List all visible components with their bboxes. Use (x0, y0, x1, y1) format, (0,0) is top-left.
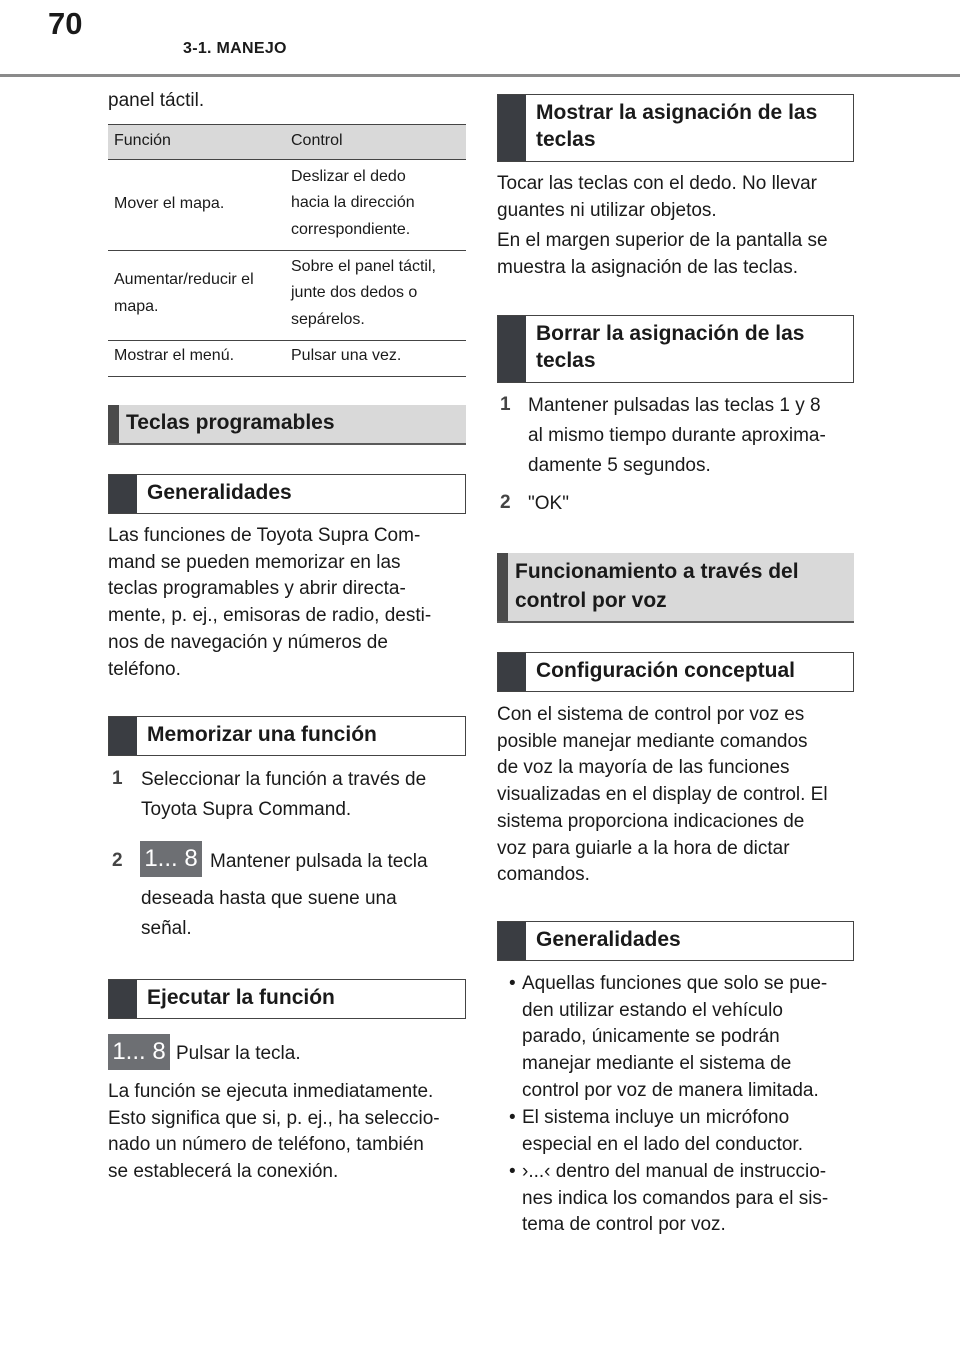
generalidades-paragraph (108, 523, 468, 683)
table-header-control: Control (291, 132, 343, 149)
text-line: parado, únicamente se podrán (522, 1026, 780, 1048)
heading-bar (498, 95, 526, 161)
table-cell: Mover el mapa. (114, 195, 225, 212)
text-line: especial en el lado del conductor. (522, 1133, 803, 1155)
list-item (522, 971, 857, 1105)
text-line: En el margen superior de la pantalla se (497, 230, 828, 252)
subheading-memorizar (108, 716, 466, 756)
subheading-ejecutar (108, 979, 466, 1019)
text-line: guantes ni utilizar objetos. (497, 199, 717, 221)
heading-text: Teclas programables (126, 411, 335, 434)
list-item (522, 1105, 857, 1158)
text-line: Seleccionar la función a través de (141, 769, 427, 790)
text-line: ›...‹ dentro del manual de instruccio- (522, 1161, 827, 1182)
table-row (108, 250, 466, 341)
heading-bar (498, 922, 526, 960)
heading-text: Memorizar una función (147, 723, 377, 746)
heading-text: teclas (536, 349, 596, 372)
heading-text: Borrar la asignación de las (536, 322, 805, 345)
text-line: nes indica los comandos para el sis- (522, 1187, 829, 1209)
table-cell: Sobre el panel táctil, (291, 258, 436, 275)
text-line: damente 5 segundos. (528, 455, 711, 476)
heading-text: Ejecutar la función (147, 986, 335, 1009)
table-row (108, 340, 466, 377)
heading-bar (498, 316, 526, 382)
subheading-mostrar (497, 94, 854, 162)
text-line: tema de control por voz. (522, 1214, 726, 1236)
conceptual-paragraph (497, 702, 857, 889)
text-line: nado un número de teléfono, también (108, 1134, 424, 1156)
bullet-dot: • (509, 973, 516, 994)
text-line: se establecerá la conexión. (108, 1161, 339, 1183)
table-cell: Deslizar el dedo (291, 168, 406, 185)
step-number: 2 (112, 850, 123, 871)
text-line: nos de navegación y números de (108, 631, 388, 653)
heading-bar (109, 980, 137, 1018)
text-line: Mantener pulsada la tecla (210, 851, 428, 872)
text-line: El sistema incluye un micrófono (522, 1107, 790, 1128)
table-cell: Pulsar una vez. (291, 347, 402, 364)
text-line: señal. (141, 918, 192, 939)
heading-bar (108, 405, 119, 443)
text-line: teclas programables y abrir directa- (108, 578, 406, 600)
text-line: control por voz de manera limitada. (522, 1079, 819, 1101)
text-line: Las funciones de Toyota Supra Com- (108, 525, 421, 546)
table-cell: Aumentar/reducir el (114, 271, 254, 288)
text-line: Toyota Supra Command. (141, 799, 352, 820)
heading-text: Generalidades (536, 928, 681, 951)
subheading-borrar (497, 315, 854, 383)
table-cell: correspondiente. (291, 221, 411, 238)
heading-text: control por voz (515, 589, 667, 612)
step-number: 1 (112, 768, 123, 789)
table-cell: junte dos dedos o (291, 284, 418, 301)
section-heading-programables (108, 405, 466, 445)
text-line: mente, p. ej., emisoras de radio, desti- (108, 605, 432, 627)
text-line: mand se pueden memorizar en las (108, 551, 401, 573)
table-cell: sepárelos. (291, 311, 365, 328)
step-number: 2 (500, 492, 511, 513)
list-item (522, 1159, 857, 1239)
section-heading-voz (497, 553, 854, 623)
function-table (108, 124, 466, 376)
text-line: deseada hasta que suene una (141, 888, 397, 909)
heading-text: Mostrar la asignación de las (536, 101, 818, 124)
header-rule (0, 74, 960, 77)
text-line: "OK" (528, 493, 569, 514)
step-number: 1 (500, 394, 511, 415)
heading-bar (498, 653, 526, 691)
text-line: Aquellas funciones que solo se pue- (522, 973, 828, 994)
heading-bar (497, 553, 508, 621)
text-line: de voz la mayoría de las funciones (497, 757, 790, 779)
subheading-generalidades-voz (497, 921, 854, 961)
programmable-key-icon: 1... 8 (140, 841, 202, 877)
table-header-funcion: Función (114, 132, 171, 149)
text-line: den utilizar estando el vehículo (522, 999, 783, 1021)
heading-text: teclas (536, 128, 596, 151)
heading-text: Generalidades (147, 481, 292, 504)
heading-text: Funcionamiento a través del (515, 560, 799, 583)
heading-text: Configuración conceptual (536, 659, 796, 682)
intro-text: panel táctil. (108, 90, 205, 111)
chapter-title: 3-1. MANEJO (183, 40, 287, 57)
text-line: muestra la asignación de las teclas. (497, 257, 798, 279)
text-line: Con el sistema de control por voz es (497, 704, 805, 725)
text-line: Mantener pulsadas las teclas 1 y 8 (528, 395, 821, 416)
heading-bar (109, 475, 137, 513)
table-header-row (108, 124, 466, 160)
bullet-dot: • (509, 1107, 516, 1128)
text-line: manejar mediante el sistema de (522, 1053, 792, 1075)
heading-bar (109, 717, 137, 755)
text-line: voz para guiarle a la hora de dictar (497, 837, 790, 859)
text-line: sistema proporciona indicaciones de (497, 810, 805, 832)
text-line: teléfono. (108, 658, 181, 680)
text-line: posible manejar mediante comandos (497, 730, 808, 752)
text-line: comandos. (497, 864, 590, 886)
table-row (108, 160, 466, 251)
subheading-generalidades (108, 474, 466, 514)
subheading-conceptual (497, 652, 854, 692)
table-cell: mapa. (114, 298, 159, 315)
ejecutar-paragraph (108, 1079, 468, 1186)
text-line: La función se ejecuta inmediatamente. (108, 1081, 434, 1102)
table-cell: hacia la dirección (291, 194, 415, 211)
table-cell: Mostrar el menú. (114, 347, 235, 364)
mostrar-paragraph (497, 171, 857, 282)
text-line: al mismo tiempo durante aproxima- (528, 425, 826, 446)
text-line: visualizadas en el display de control. El (497, 784, 828, 806)
text-line: Esto significa que si, p. ej., ha seleccio- (108, 1107, 440, 1129)
text-line: Tocar las teclas con el dedo. No llevar (497, 173, 817, 194)
page-number: 70 (48, 6, 83, 41)
text-line: Pulsar la tecla. (176, 1043, 301, 1064)
programmable-key-icon: 1... 8 (108, 1034, 170, 1070)
bullet-dot: • (509, 1161, 516, 1182)
